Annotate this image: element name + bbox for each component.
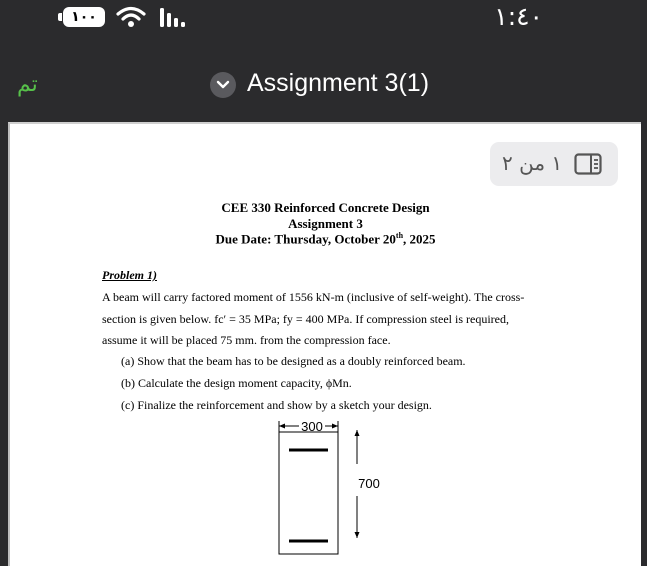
document-page[interactable] [8,122,641,566]
height-dimension-label: 700 [358,476,380,491]
clock: ١:٤٠ [494,2,543,31]
due-date-prefix: Due Date: Thursday, October 20 [215,231,396,247]
done-button[interactable]: تم [17,72,38,97]
problem-item-b: (b) Calculate the design moment capacity, ϕMn. [121,376,352,390]
battery-cap [58,13,62,21]
problem-line-3: assume it will be placed 75 mm. from the compression face. [102,333,391,347]
beam-cross-section-sketch [275,416,385,558]
page-indicator-label: ١ من ٢ [502,151,563,175]
page-indicator[interactable] [490,142,618,186]
cellular-signal-icon [160,8,190,33]
problem-item-a: (a) Show that the beam has to be designed as a doubly reinforced beam. [121,354,466,368]
course-title: CEE 330 Reinforced Concrete Design [221,200,430,215]
problem-item-c: (c) Finalize the reinforcement and show by a sketch your design. [121,398,432,412]
page-thumbnails-icon [574,153,602,175]
due-date [10,231,641,247]
problem-line-2: section is given below. fc′ = 35 MPa; fy = 400 MPa. If compression steel is required, [102,312,509,326]
problem-line-1: A beam will carry factored moment of 1556 kN-m (inclusive of self-weight). The cross- [102,290,525,304]
status-bar [0,0,647,40]
assignment-title: Assignment 3 [288,216,363,231]
width-dimension-label: 300 [301,419,323,434]
title-menu-button[interactable] [210,72,236,98]
battery-indicator: ١٠٠ [63,7,105,27]
due-date-superscript: th [395,231,404,240]
due-date-suffix: , 2025 [403,231,436,247]
document-title[interactable]: Assignment 3(1) [247,69,430,97]
chevron-down-icon [216,80,230,90]
problem-title: Problem 1) [102,268,157,282]
wifi-icon [116,6,146,33]
